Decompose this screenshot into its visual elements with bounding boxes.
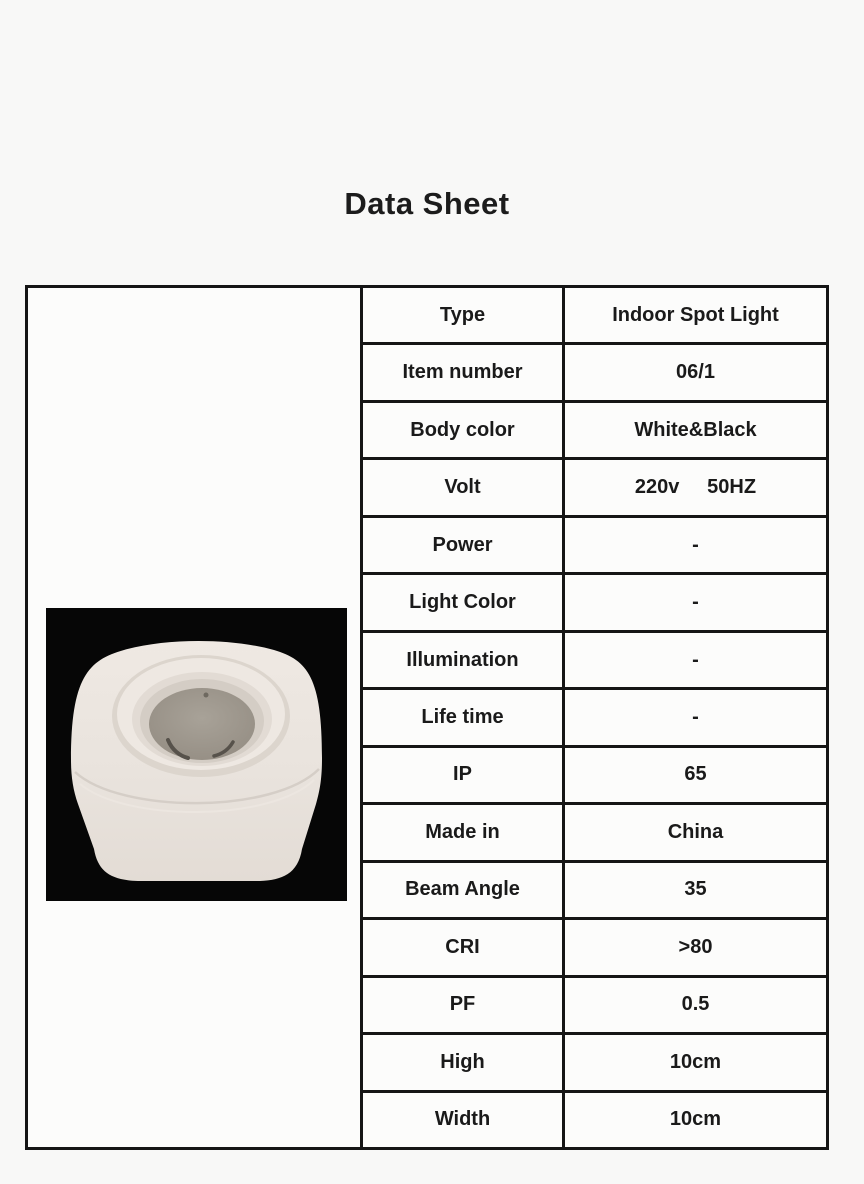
lamp-socket [149,688,255,760]
row-label: Volt [363,460,565,514]
row-value: - [692,591,699,614]
table-row-high [363,1035,826,1092]
table-row-power [363,518,826,575]
page-title: Data Sheet [344,186,510,221]
table-row-cri [363,920,826,977]
row-label: Life time [363,690,565,744]
row-label: Power [363,518,565,572]
row-value: 10cm [669,1108,722,1131]
row-label: Body color [363,403,565,457]
table-row-ip [363,748,826,805]
table-row-illumination [363,633,826,690]
table-row-volt [363,460,826,517]
socket-dot [204,693,209,698]
row-value: Indoor Spot Light [612,303,779,326]
row-label: Item number [363,345,565,399]
spec-table [25,285,829,1150]
row-value: China [667,820,724,843]
row-value: 65 [684,763,707,786]
row-value: 0.5 [681,993,710,1016]
row-label: CRI [363,920,565,974]
row-value: 10cm [669,1050,722,1073]
table-row-life-time [363,690,826,747]
row-label: Type [363,288,565,342]
row-label: Light Color [363,575,565,629]
table-row-body-color [363,403,826,460]
row-label: Beam Angle [363,863,565,917]
table-row-light-color [363,575,826,632]
spec-rows [363,288,826,1147]
row-label: PF [363,978,565,1032]
product-image-cell [28,288,363,1147]
row-label: Made in [363,805,565,859]
row-value: 06/1 [676,361,715,384]
table-row-width [363,1093,826,1147]
table-row-type [363,288,826,345]
row-value: 220v 50HZ [634,476,757,499]
row-value: - [692,706,699,729]
row-value: 35 [684,878,707,901]
table-row-item-number [363,345,826,402]
spot-light-illustration [46,608,347,901]
row-value: >80 [678,935,713,958]
row-label: IP [363,748,565,802]
table-row-pf [363,978,826,1035]
row-value: - [692,648,699,671]
table-row-made-in [363,805,826,862]
row-label: High [363,1035,565,1089]
row-label: Width [363,1093,565,1147]
row-value: - [692,533,699,556]
row-label: Illumination [363,633,565,687]
row-value: White&Black [634,418,757,441]
spot-light-product-photo [46,608,347,901]
table-row-beam-angle [363,863,826,920]
